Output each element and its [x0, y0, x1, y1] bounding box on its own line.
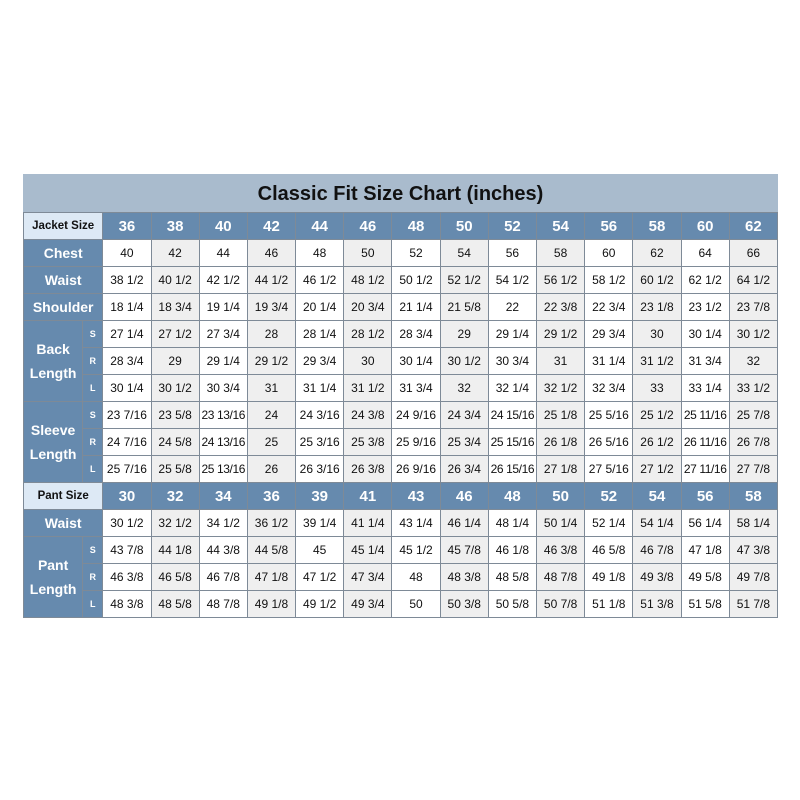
- value-cell: 32 1/2: [537, 375, 585, 402]
- value-cell: 26 1/8: [537, 429, 585, 456]
- jacket-size-label: Jacket Size: [24, 213, 103, 240]
- value-cell: 28 3/4: [103, 348, 151, 375]
- value-cell: 26 3/4: [440, 456, 488, 483]
- value-cell: 44 3/8: [199, 537, 247, 564]
- size-header-cell: 50: [440, 213, 488, 240]
- value-cell: 24 3/8: [344, 402, 392, 429]
- value-cell: 26: [247, 456, 295, 483]
- value-cell: 29 1/2: [247, 348, 295, 375]
- value-cell: 27 1/4: [103, 321, 151, 348]
- value-cell: 25 1/2: [633, 402, 681, 429]
- value-cell: 64: [681, 240, 729, 267]
- value-cell: 32 1/4: [488, 375, 536, 402]
- value-cell: 23 1/2: [681, 294, 729, 321]
- value-cell: 25 13/16: [199, 456, 247, 483]
- size-header-cell: 36: [103, 213, 151, 240]
- value-cell: 26 1/2: [633, 429, 681, 456]
- value-cell: 30 1/2: [151, 375, 199, 402]
- size-header-cell: 56: [585, 213, 633, 240]
- measurement-row: [24, 348, 778, 375]
- value-cell: 64 1/2: [729, 267, 777, 294]
- value-cell: 21 1/4: [392, 294, 440, 321]
- value-cell: 48 7/8: [537, 564, 585, 591]
- value-cell: 29: [151, 348, 199, 375]
- value-cell: 54: [440, 240, 488, 267]
- value-cell: 29 1/4: [199, 348, 247, 375]
- value-cell: 24 9/16: [392, 402, 440, 429]
- value-cell: 48: [296, 240, 344, 267]
- size-header-cell: 62: [729, 213, 777, 240]
- measurement-row: [24, 294, 778, 321]
- measurement-row: [24, 240, 778, 267]
- fit-sublabel: R: [83, 348, 103, 375]
- value-cell: 31: [537, 348, 585, 375]
- measurement-label: Waist: [24, 267, 103, 294]
- value-cell: 47 3/8: [729, 537, 777, 564]
- value-cell: 46 3/8: [103, 564, 151, 591]
- value-cell: 31 1/2: [633, 348, 681, 375]
- value-cell: 27 7/8: [729, 456, 777, 483]
- value-cell: 25 9/16: [392, 429, 440, 456]
- value-cell: 30: [344, 348, 392, 375]
- value-cell: 25 1/8: [537, 402, 585, 429]
- value-cell: 50 1/2: [392, 267, 440, 294]
- value-cell: 49 5/8: [681, 564, 729, 591]
- measurement-row: [24, 591, 778, 618]
- value-cell: 48: [392, 564, 440, 591]
- size-header-cell: 58: [633, 213, 681, 240]
- value-cell: 25 3/16: [296, 429, 344, 456]
- value-cell: 29 1/4: [488, 321, 536, 348]
- size-header-cell: 36: [247, 483, 295, 510]
- value-cell: 18 1/4: [103, 294, 151, 321]
- value-cell: 25 3/8: [344, 429, 392, 456]
- value-cell: 48 3/8: [440, 564, 488, 591]
- size-header-cell: 58: [729, 483, 777, 510]
- value-cell: 27 1/2: [633, 456, 681, 483]
- value-cell: 54 1/2: [488, 267, 536, 294]
- value-cell: 48 5/8: [151, 591, 199, 618]
- value-cell: 46 1/8: [488, 537, 536, 564]
- value-cell: 50 3/8: [440, 591, 488, 618]
- value-cell: 29: [440, 321, 488, 348]
- value-cell: 31 3/4: [392, 375, 440, 402]
- value-cell: 45 1/2: [392, 537, 440, 564]
- value-cell: 51 1/8: [585, 591, 633, 618]
- value-cell: 23 5/8: [151, 402, 199, 429]
- size-header-cell: 60: [681, 213, 729, 240]
- measurement-row: [24, 537, 778, 564]
- value-cell: 49 1/2: [296, 591, 344, 618]
- value-cell: 26 9/16: [392, 456, 440, 483]
- value-cell: 29 3/4: [296, 348, 344, 375]
- value-cell: 52 1/4: [585, 510, 633, 537]
- value-cell: 27 11/16: [681, 456, 729, 483]
- value-cell: 22 3/4: [585, 294, 633, 321]
- value-cell: 43 1/4: [392, 510, 440, 537]
- value-cell: 45: [296, 537, 344, 564]
- pant-size-header-row: [24, 483, 778, 510]
- value-cell: 25 11/16: [681, 402, 729, 429]
- value-cell: 41 1/4: [344, 510, 392, 537]
- value-cell: 28: [247, 321, 295, 348]
- value-cell: 30 1/2: [103, 510, 151, 537]
- value-cell: 51 5/8: [681, 591, 729, 618]
- value-cell: 46 7/8: [633, 537, 681, 564]
- value-cell: 24: [247, 402, 295, 429]
- size-header-cell: 32: [151, 483, 199, 510]
- value-cell: 25 7/8: [729, 402, 777, 429]
- value-cell: 22 3/8: [537, 294, 585, 321]
- size-header-cell: 41: [344, 483, 392, 510]
- value-cell: 32 3/4: [585, 375, 633, 402]
- measurement-label: Waist: [24, 510, 103, 537]
- value-cell: 56 1/2: [537, 267, 585, 294]
- value-cell: 56: [488, 240, 536, 267]
- value-cell: 46 1/4: [440, 510, 488, 537]
- measurement-label: Chest: [24, 240, 103, 267]
- size-header-cell: 34: [199, 483, 247, 510]
- value-cell: 39 1/4: [296, 510, 344, 537]
- value-cell: 30 1/2: [729, 321, 777, 348]
- value-cell: 49 1/8: [247, 591, 295, 618]
- value-cell: 49 1/8: [585, 564, 633, 591]
- value-cell: 34 1/2: [199, 510, 247, 537]
- measurement-row: [24, 429, 778, 456]
- value-cell: 52: [392, 240, 440, 267]
- value-cell: 33 1/2: [729, 375, 777, 402]
- value-cell: 29 1/2: [537, 321, 585, 348]
- value-cell: 46 1/2: [296, 267, 344, 294]
- value-cell: 62: [633, 240, 681, 267]
- value-cell: 44 1/8: [151, 537, 199, 564]
- value-cell: 28 1/2: [344, 321, 392, 348]
- value-cell: 44 5/8: [247, 537, 295, 564]
- value-cell: 24 7/16: [103, 429, 151, 456]
- fit-sublabel: S: [83, 321, 103, 348]
- size-header-cell: 46: [344, 213, 392, 240]
- value-cell: 58: [537, 240, 585, 267]
- value-cell: 38 1/2: [103, 267, 151, 294]
- value-cell: 50: [344, 240, 392, 267]
- value-cell: 30 1/4: [392, 348, 440, 375]
- value-cell: 22: [488, 294, 536, 321]
- value-cell: 50 5/8: [488, 591, 536, 618]
- value-cell: 46 5/8: [151, 564, 199, 591]
- size-header-cell: 40: [199, 213, 247, 240]
- size-header-cell: 48: [392, 213, 440, 240]
- value-cell: 26 15/16: [488, 456, 536, 483]
- value-cell: 49 3/8: [633, 564, 681, 591]
- value-cell: 40 1/2: [151, 267, 199, 294]
- value-cell: 58 1/4: [729, 510, 777, 537]
- value-cell: 49 3/4: [344, 591, 392, 618]
- value-cell: 20 3/4: [344, 294, 392, 321]
- size-header-cell: 52: [585, 483, 633, 510]
- measurement-row: [24, 375, 778, 402]
- value-cell: 24 5/8: [151, 429, 199, 456]
- value-cell: 33: [633, 375, 681, 402]
- value-cell: 47 1/2: [296, 564, 344, 591]
- value-cell: 49 7/8: [729, 564, 777, 591]
- value-cell: 19 3/4: [247, 294, 295, 321]
- value-cell: 52 1/2: [440, 267, 488, 294]
- measurement-label: Sleeve Length: [24, 402, 83, 483]
- value-cell: 40: [103, 240, 151, 267]
- value-cell: 31: [247, 375, 295, 402]
- jacket-size-header-row: [24, 213, 778, 240]
- value-cell: 45 1/4: [344, 537, 392, 564]
- size-header-cell: 44: [296, 213, 344, 240]
- value-cell: 46 5/8: [585, 537, 633, 564]
- value-cell: 54 1/4: [633, 510, 681, 537]
- value-cell: 48 3/8: [103, 591, 151, 618]
- value-cell: 25: [247, 429, 295, 456]
- size-header-cell: 54: [633, 483, 681, 510]
- value-cell: 28 1/4: [296, 321, 344, 348]
- chart-title: Classic Fit Size Chart (inches): [23, 174, 778, 212]
- value-cell: 60: [585, 240, 633, 267]
- size-header-cell: 56: [681, 483, 729, 510]
- value-cell: 32: [729, 348, 777, 375]
- measurement-label: Back Length: [24, 321, 83, 402]
- value-cell: 27 3/4: [199, 321, 247, 348]
- value-cell: 30 3/4: [199, 375, 247, 402]
- size-header-cell: 38: [151, 213, 199, 240]
- size-header-cell: 52: [488, 213, 536, 240]
- pant-size-label: Pant Size: [24, 483, 103, 510]
- size-chart: [23, 174, 778, 618]
- fit-sublabel: R: [83, 429, 103, 456]
- value-cell: 30 1/4: [103, 375, 151, 402]
- value-cell: 27 1/2: [151, 321, 199, 348]
- value-cell: 48 5/8: [488, 564, 536, 591]
- value-cell: 45 7/8: [440, 537, 488, 564]
- value-cell: 19 1/4: [199, 294, 247, 321]
- value-cell: 42 1/2: [199, 267, 247, 294]
- value-cell: 51 3/8: [633, 591, 681, 618]
- value-cell: 25 5/16: [585, 402, 633, 429]
- value-cell: 48 1/2: [344, 267, 392, 294]
- value-cell: 26 5/16: [585, 429, 633, 456]
- measurement-row: [24, 321, 778, 348]
- value-cell: 23 7/16: [103, 402, 151, 429]
- value-cell: 25 5/8: [151, 456, 199, 483]
- value-cell: 27 5/16: [585, 456, 633, 483]
- value-cell: 26 7/8: [729, 429, 777, 456]
- measurement-row: [24, 564, 778, 591]
- value-cell: 51 7/8: [729, 591, 777, 618]
- measurement-row: [24, 267, 778, 294]
- size-header-cell: 54: [537, 213, 585, 240]
- value-cell: 23 7/8: [729, 294, 777, 321]
- value-cell: 32 1/2: [151, 510, 199, 537]
- value-cell: 36 1/2: [247, 510, 295, 537]
- value-cell: 31 1/4: [585, 348, 633, 375]
- value-cell: 18 3/4: [151, 294, 199, 321]
- value-cell: 30: [633, 321, 681, 348]
- value-cell: 50 1/4: [537, 510, 585, 537]
- value-cell: 29 3/4: [585, 321, 633, 348]
- value-cell: 28 3/4: [392, 321, 440, 348]
- value-cell: 30 1/2: [440, 348, 488, 375]
- value-cell: 24 3/16: [296, 402, 344, 429]
- value-cell: 25 3/4: [440, 429, 488, 456]
- fit-sublabel: R: [83, 564, 103, 591]
- value-cell: 50: [392, 591, 440, 618]
- value-cell: 43 7/8: [103, 537, 151, 564]
- value-cell: 26 3/8: [344, 456, 392, 483]
- size-header-cell: 50: [537, 483, 585, 510]
- value-cell: 47 3/4: [344, 564, 392, 591]
- measurement-row: [24, 402, 778, 429]
- size-header-cell: 46: [440, 483, 488, 510]
- value-cell: 47 1/8: [247, 564, 295, 591]
- value-cell: 25 15/16: [488, 429, 536, 456]
- value-cell: 47 1/8: [681, 537, 729, 564]
- value-cell: 31 1/2: [344, 375, 392, 402]
- value-cell: 24 13/16: [199, 429, 247, 456]
- value-cell: 31 1/4: [296, 375, 344, 402]
- size-header-cell: 43: [392, 483, 440, 510]
- value-cell: 23 1/8: [633, 294, 681, 321]
- value-cell: 50 7/8: [537, 591, 585, 618]
- value-cell: 32: [440, 375, 488, 402]
- size-header-cell: 30: [103, 483, 151, 510]
- measurement-row: [24, 510, 778, 537]
- measurement-row: [24, 456, 778, 483]
- value-cell: 26 3/16: [296, 456, 344, 483]
- value-cell: 66: [729, 240, 777, 267]
- value-cell: 62 1/2: [681, 267, 729, 294]
- value-cell: 20 1/4: [296, 294, 344, 321]
- value-cell: 30 1/4: [681, 321, 729, 348]
- value-cell: 58 1/2: [585, 267, 633, 294]
- size-table: [23, 212, 778, 618]
- value-cell: 46 7/8: [199, 564, 247, 591]
- size-header-cell: 48: [488, 483, 536, 510]
- measurement-label: Pant Length: [24, 537, 83, 618]
- measurement-label: Shoulder: [24, 294, 103, 321]
- value-cell: 24 15/16: [488, 402, 536, 429]
- value-cell: 48 7/8: [199, 591, 247, 618]
- value-cell: 42: [151, 240, 199, 267]
- fit-sublabel: L: [83, 456, 103, 483]
- size-header-cell: 39: [296, 483, 344, 510]
- fit-sublabel: L: [83, 591, 103, 618]
- value-cell: 44: [199, 240, 247, 267]
- fit-sublabel: S: [83, 537, 103, 564]
- value-cell: 44 1/2: [247, 267, 295, 294]
- fit-sublabel: L: [83, 375, 103, 402]
- value-cell: 60 1/2: [633, 267, 681, 294]
- value-cell: 31 3/4: [681, 348, 729, 375]
- value-cell: 23 13/16: [199, 402, 247, 429]
- fit-sublabel: S: [83, 402, 103, 429]
- value-cell: 30 3/4: [488, 348, 536, 375]
- size-header-cell: 42: [247, 213, 295, 240]
- value-cell: 21 5/8: [440, 294, 488, 321]
- value-cell: 46 3/8: [537, 537, 585, 564]
- value-cell: 27 1/8: [537, 456, 585, 483]
- value-cell: 24 3/4: [440, 402, 488, 429]
- value-cell: 46: [247, 240, 295, 267]
- value-cell: 25 7/16: [103, 456, 151, 483]
- value-cell: 48 1/4: [488, 510, 536, 537]
- value-cell: 56 1/4: [681, 510, 729, 537]
- value-cell: 33 1/4: [681, 375, 729, 402]
- value-cell: 26 11/16: [681, 429, 729, 456]
